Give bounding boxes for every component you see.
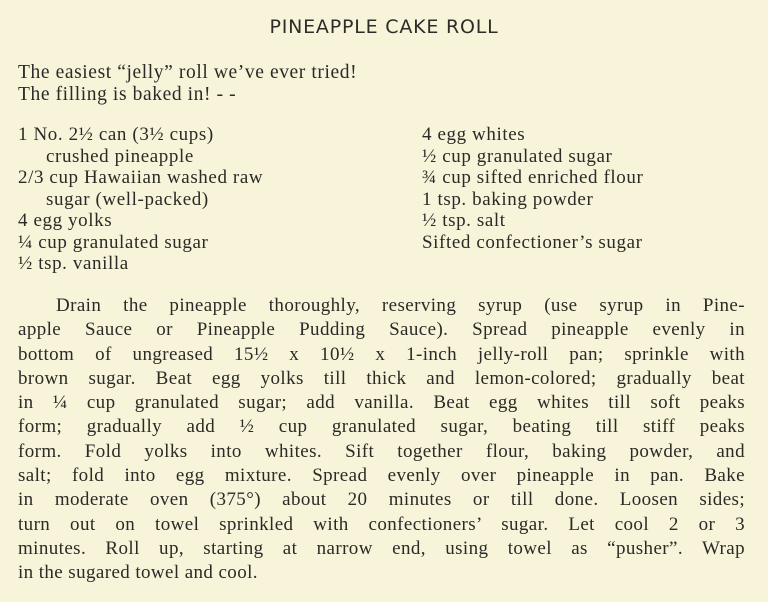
ingredient-item: ½ tsp. vanilla [18,253,129,274]
directions-line: form. Fold yolks into whites. Sift together flour, baking powder, and [18,440,745,462]
directions-line: apple Sauce or Pineapple Pudding Sauce). Spread pineapple evenly in [18,319,745,341]
ingredient-item: ¾ cup sifted enriched flour [422,167,644,188]
ingredients-right-column [422,124,643,253]
intro-line: The filling is baked in! - - [18,84,237,105]
directions-line: minutes. Roll up, starting at narrow end, using towel as “pusher”. Wrap [18,537,745,559]
ingredient-item: crushed pineapple [46,145,194,167]
recipe-title: PINEAPPLE CAKE ROLL [269,16,499,38]
ingredient-item: 1 No. 2½ can (3½ cups) [18,124,214,145]
directions-paragraph [18,294,745,586]
ingredient-item: sugar (well-packed) [46,188,209,210]
directions-line: turn out on towel sprinkled with confectioners’ sugar. Let cool 2 or 3 [18,513,745,535]
directions-line: in moderate oven (375°) about 20 minutes or till done. Loosen sides; [18,489,745,511]
ingredient-item: ½ tsp. salt [422,210,506,231]
recipe-intro [18,62,357,106]
directions-line: in the sugared towel and cool. [18,562,258,584]
ingredient-item: 1 tsp. baking powder [422,188,594,210]
ingredient-item: 2/3 cup Hawaiian washed raw [18,167,264,188]
directions-line: salt; fold into egg mixture. Spread evenly over pineapple in pan. Bake [18,465,745,487]
directions-line: in ¼ cup granulated sugar; add vanilla. Beat egg whites till soft peaks [18,392,745,414]
intro-line: The easiest “jelly” roll we’ve ever tried! [18,62,358,83]
directions-line: bottom of ungreased 15½ x 10½ x 1-inch jelly-roll pan; sprinkle with [18,343,745,365]
directions-line: Drain the pineapple thoroughly, reserving syrup (use syrup in Pine- [56,295,745,316]
directions-line: brown sugar. Beat egg yolks till thick and lemon-colored; gradually beat [18,367,745,389]
ingredient-item: ½ cup granulated sugar [422,145,613,167]
directions-line: form; gradually add ½ cup granulated sugar, beating till stiff peaks [18,416,745,438]
ingredient-item: 4 egg yolks [18,210,113,231]
ingredient-item: 4 egg whites [422,124,526,145]
ingredient-item: Sifted confectioner’s sugar [422,231,643,253]
ingredient-item: ¼ cup granulated sugar [18,231,209,253]
ingredients-left-column [18,124,263,275]
